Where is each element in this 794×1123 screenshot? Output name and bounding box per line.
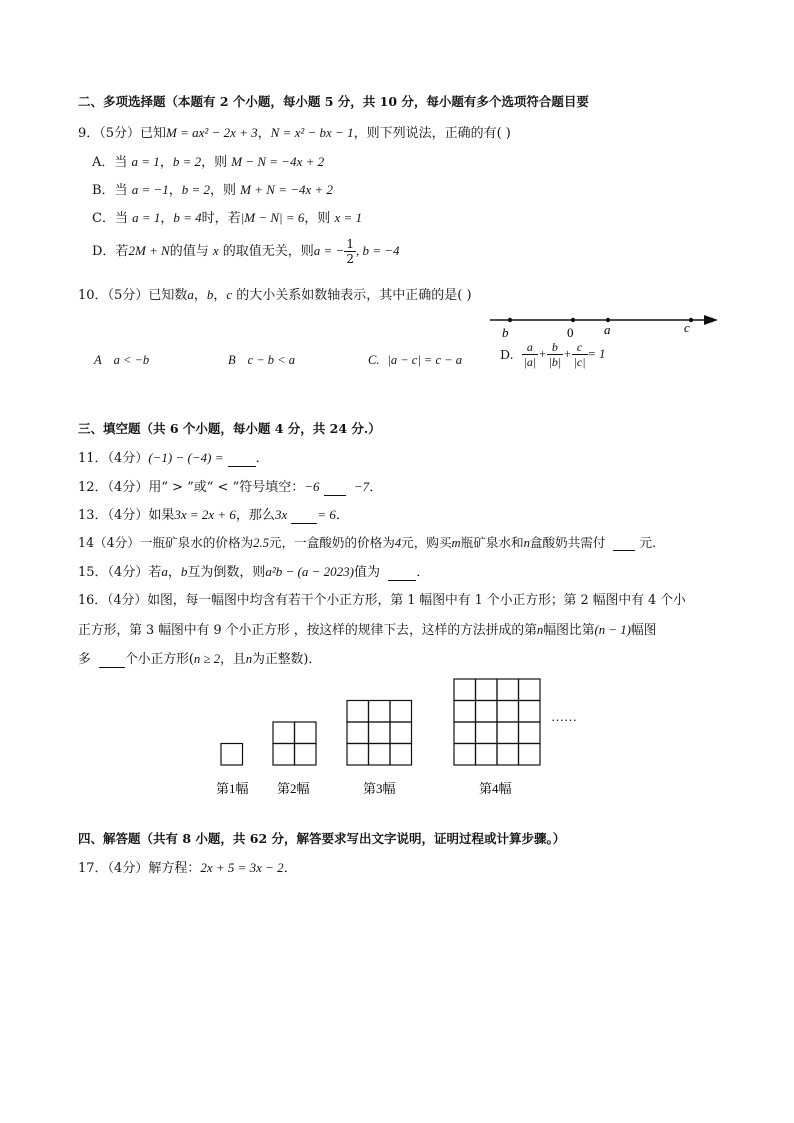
question-15: 15．（4分）若a，b互为倒数，则a²b − (a − 2023)值为 ． <box>78 564 430 580</box>
question-13: 13．（4分）如果3x = 2x + 6，那么3x = 6． <box>78 507 349 523</box>
question-9-option-b: B．当 a = −1，b = 2，则 M + N = −4x + 2 <box>92 182 334 198</box>
question-17: 17．（4分）解方程：2x + 5 = 3x − 2． <box>78 860 297 876</box>
unit-square <box>497 744 519 766</box>
question-9-option-c: C．当 a = 1，b = 4时，若|M − N| = 6，则 x = 1 <box>92 210 363 226</box>
number-line-label-c: c <box>684 320 690 335</box>
figure-label-4: 第4幅 <box>479 781 512 796</box>
unit-square <box>454 744 476 766</box>
question-10-option-c: C. |a − c| = c − a <box>368 353 462 367</box>
figure-label-2: 第2幅 <box>277 781 310 796</box>
answer-blank <box>99 654 125 668</box>
unit-square <box>295 744 317 766</box>
unit-square <box>476 744 498 766</box>
unit-square <box>221 744 243 766</box>
question-9-stem: 9．（5分）已知M = ax² − 2x + 3，N = x² − bx − 1，则下列说法，正确的有( ) <box>78 125 511 141</box>
question-16-line-1: 16．（4分）如图，每一幅图中均含有若干个小正方形，第 1 幅图中有 1 个小正方形；第 2 幅图中有 4 个小 <box>78 593 686 608</box>
figure-label-1: 第1幅 <box>216 781 249 796</box>
unit-square <box>519 679 541 701</box>
question-12: 12．（4分）用“ > ”或“ < ”符号填空：−6 −7． <box>78 479 383 495</box>
unit-square <box>347 701 369 723</box>
question-9-option-d: D．若2M + N的值与 x 的取值无关，则a = − $\frac{1}{2}$ , b = −4 <box>92 237 400 266</box>
question-10-option-b: B c − b < a <box>228 353 295 367</box>
question-10-option-a: A a < −b <box>94 353 150 367</box>
unit-square <box>390 722 412 744</box>
number-line-point-zero <box>571 318 575 322</box>
answer-blank <box>324 482 346 496</box>
unit-square <box>347 744 369 766</box>
unit-square <box>369 722 391 744</box>
question-11: 11．（4分）(−1) − (−4) = ． <box>78 450 269 466</box>
number-line-point-b <box>508 318 512 322</box>
figure-label-3: 第3幅 <box>363 781 396 796</box>
fraction-one-half: $\frac{1}{2}$ <box>346 237 354 266</box>
square-pattern-figures <box>205 675 605 805</box>
number-line-label-a: a <box>604 322 611 337</box>
unit-square <box>519 701 541 723</box>
section-4-title: 四、解答题（共有 8 小题，共 62 分，解答要求写出文字说明，证明过程或计算步骤。） <box>78 831 566 846</box>
question-16-line-3: 多 个小正方形(n ≥ 2，且n为正整数)． <box>78 652 322 667</box>
unit-square <box>273 744 295 766</box>
unit-square <box>476 679 498 701</box>
unit-square <box>454 701 476 723</box>
question-14: 14（4分）一瓶矿泉水的价格为2.5元，一盒酸奶的价格为4元，购买m瓶矿泉水和n盒酸奶共需付 元． <box>78 535 665 550</box>
question-16-line-2: 正方形，第 3 幅图中有 9 个小正方形 ，按这样的规律下去，这样的方法拼成的第n幅图比第(n − 1)幅图 <box>78 623 657 638</box>
question-10-stem: 10．（5分）已知数a，b，c 的大小关系如数轴表示，其中正确的是( ) <box>78 287 472 303</box>
figures-ellipsis: …… <box>551 709 577 724</box>
square-grid-2 <box>273 722 316 765</box>
unit-square <box>369 744 391 766</box>
unit-square <box>454 722 476 744</box>
unit-square <box>454 679 476 701</box>
unit-square <box>390 744 412 766</box>
square-grid-3 <box>347 701 412 766</box>
unit-square <box>497 701 519 723</box>
answer-blank <box>388 567 416 581</box>
unit-square <box>497 679 519 701</box>
square-grid-1 <box>221 744 243 766</box>
unit-square <box>476 701 498 723</box>
square-grids <box>221 679 540 765</box>
number-line-label-b: b <box>502 325 509 340</box>
number-line <box>484 308 724 344</box>
number-line-label-zero: 0 <box>567 325 574 340</box>
unit-square <box>519 744 541 766</box>
section-2-title: 二、多项选择题（本题有 2 个小题，每小题 5 分，共 10 分，每小题有多个选项符合题目要 <box>78 94 589 109</box>
unit-square <box>476 722 498 744</box>
unit-square <box>497 722 519 744</box>
unit-square <box>519 722 541 744</box>
answer-blank <box>291 510 317 524</box>
unit-square <box>347 722 369 744</box>
answer-blank <box>228 453 256 467</box>
question-10-option-d: D. $\frac{a}{|a|}$ + $\frac{b}{|b|}$ + $\frac{c}{|c|}$ = 1 <box>500 340 606 369</box>
unit-square <box>390 701 412 723</box>
answer-blank <box>613 537 635 551</box>
unit-square <box>295 722 317 744</box>
unit-square <box>369 701 391 723</box>
section-3-title: 三、填空题（共 6 个小题，每小题 4 分，共 24 分.） <box>78 421 381 436</box>
unit-square <box>273 722 295 744</box>
question-9-option-a: A．当 a = 1，b = 2，则 M − N = −4x + 2 <box>92 154 325 170</box>
square-grid-4 <box>454 679 540 765</box>
